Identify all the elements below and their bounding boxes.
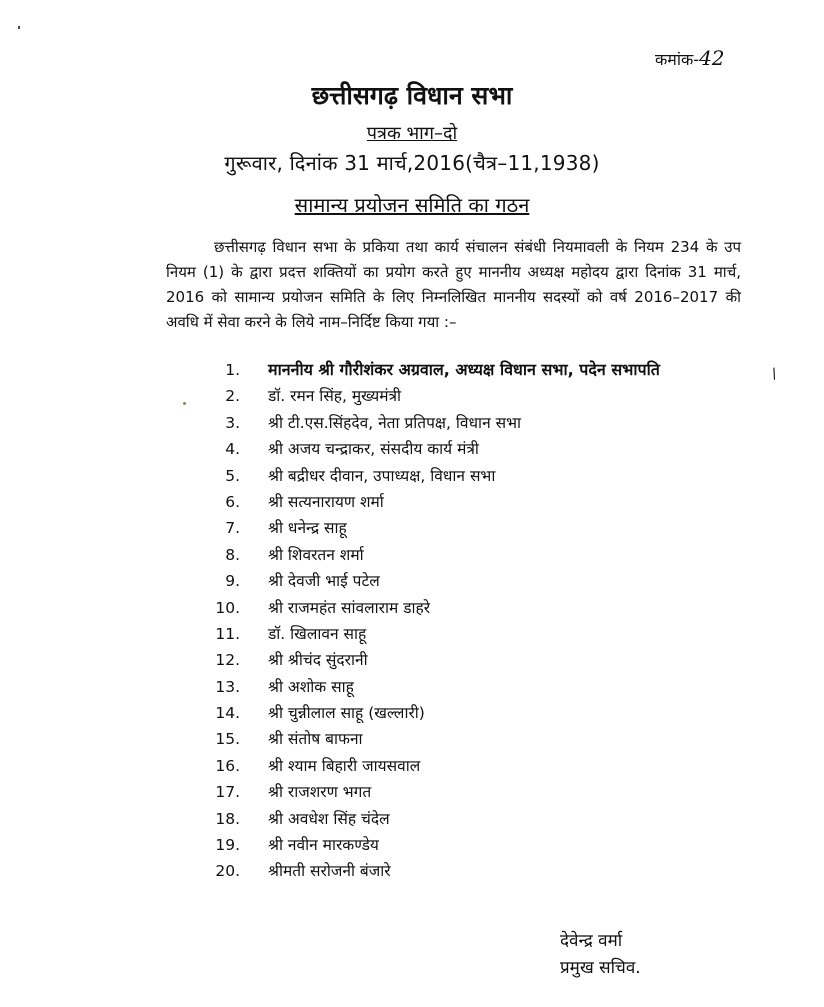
member-number: 5. xyxy=(225,466,240,485)
member-name: श्री अशोक साहू xyxy=(268,677,354,696)
member-number: 2. xyxy=(225,387,240,406)
member-name: श्री संतोष बाफना xyxy=(268,730,363,749)
serial-number xyxy=(655,46,725,70)
member-name: श्री नवीन मारकण्डेय xyxy=(268,836,379,855)
member-number: 20. xyxy=(215,862,240,881)
body-paragraph: छत्तीसगढ़ विधान सभा के प्रकिया तथा कार्य संचालन संबंधी नियमावली के नियम 234 के उप नियम (1) के द्वारा प्रदत्त शक्तियों का प्रयोग करते हुए माननीय अध्यक्ष महोदय द्वारा दिनांक 31 मार्च, 2016 को सामान्य प्रयोजन समिति के लिए निम्नलिखित माननीय सदस्यों को वर्ष 2016–2017 की अवधि में सेवा करने के लिये नाम–निर्दिष्ट किया गया :– xyxy=(166,238,741,331)
member-number: 16. xyxy=(215,756,240,775)
member-name: श्री सत्यनारायण शर्मा xyxy=(268,492,384,511)
date-line: गुरूवार, दिनांक 31 मार्च,2016(चैत्र–11,1938) xyxy=(224,151,600,175)
member-item xyxy=(200,515,790,541)
member-number: 14. xyxy=(215,704,240,723)
member-item xyxy=(200,595,790,621)
member-name: श्री श्रीचंद सुंदरानी xyxy=(268,651,368,670)
member-item xyxy=(200,753,790,779)
member-number: 1. xyxy=(225,361,240,379)
member-item xyxy=(200,806,790,832)
member-item xyxy=(200,726,790,752)
member-number: 3. xyxy=(225,413,240,432)
member-name: श्री बद्रीधर दीवान, उपाध्यक्ष, विधान सभा xyxy=(268,466,496,485)
document-title: छत्तीसगढ़ विधान सभा xyxy=(311,81,513,110)
signatory-designation: प्रमुख सचिव. xyxy=(560,958,641,978)
member-name: श्री टी.एस.सिंहदेव, नेता प्रतिपक्ष, विधान सभा xyxy=(268,413,521,432)
member-item xyxy=(200,674,790,700)
member-name: श्री शिवरतन शर्मा xyxy=(268,545,364,564)
member-item xyxy=(200,410,790,436)
member-name: श्री चुन्नीलाल साहू (खल्लारी) xyxy=(268,704,425,723)
member-number: 10. xyxy=(215,598,240,617)
member-item xyxy=(200,489,790,515)
member-name: श्री अवधेश सिंह चंदेल xyxy=(268,809,390,828)
member-item xyxy=(200,383,790,409)
member-number: 15. xyxy=(215,730,240,749)
member-item xyxy=(200,463,790,489)
member-number: 4. xyxy=(225,440,240,459)
member-item xyxy=(200,832,790,858)
bulletin-part-text: पत्रक भाग–दो xyxy=(366,123,458,144)
member-name: डॉ. खिलावन साहू xyxy=(268,624,367,643)
serial-number-label: कमांक- xyxy=(655,50,700,69)
member-name: श्री राजशरण भगत xyxy=(268,783,372,802)
member-name: श्री धनेन्द्र साहू xyxy=(268,519,347,538)
member-number: 8. xyxy=(225,545,240,564)
member-number: 18. xyxy=(215,809,240,828)
member-item xyxy=(200,621,790,647)
member-number: 12. xyxy=(215,651,240,670)
member-name: श्री अजय चन्द्राकर, संसदीय कार्य मंत्री xyxy=(268,440,479,459)
member-number: 13. xyxy=(215,677,240,696)
signature-block xyxy=(560,928,641,982)
member-item xyxy=(200,700,790,726)
member-item xyxy=(200,357,790,383)
member-item xyxy=(200,647,790,673)
scan-speck xyxy=(18,26,20,29)
member-item xyxy=(200,858,790,884)
member-number: 17. xyxy=(215,783,240,802)
member-item xyxy=(200,436,790,462)
member-item xyxy=(200,568,790,594)
member-number: 6. xyxy=(225,492,240,511)
member-number: 11. xyxy=(215,624,240,643)
member-name: श्री श्याम बिहारी जायसवाल xyxy=(268,756,421,775)
signatory-name: देवेन्द्र वर्मा xyxy=(560,931,623,951)
serial-number-value: 42 xyxy=(699,46,725,70)
member-name: डॉ. रमन सिंह, मुख्यमंत्री xyxy=(268,387,402,406)
member-item xyxy=(200,542,790,568)
member-item xyxy=(200,779,790,805)
member-name: श्रीमती सरोजनी बंजारे xyxy=(268,862,391,881)
subject-heading xyxy=(0,191,824,218)
member-name: श्री राजमहंत सांवलाराम डाहरे xyxy=(268,598,431,617)
scan-speck xyxy=(183,402,186,405)
pen-mark: / xyxy=(769,365,780,383)
member-name: माननीय श्री गौरीशंकर अग्रवाल, अध्यक्ष विधान सभा, पदेन सभापति xyxy=(268,360,660,379)
subject-heading-text: सामान्य प्रयोजन समिति का गठन xyxy=(294,193,530,217)
member-name: श्री देवजी भाई पटेल xyxy=(268,572,380,591)
member-list xyxy=(200,357,790,885)
member-number: 7. xyxy=(225,519,240,538)
bulletin-part xyxy=(0,121,824,145)
member-number: 9. xyxy=(225,572,240,591)
member-number: 19. xyxy=(215,836,240,855)
